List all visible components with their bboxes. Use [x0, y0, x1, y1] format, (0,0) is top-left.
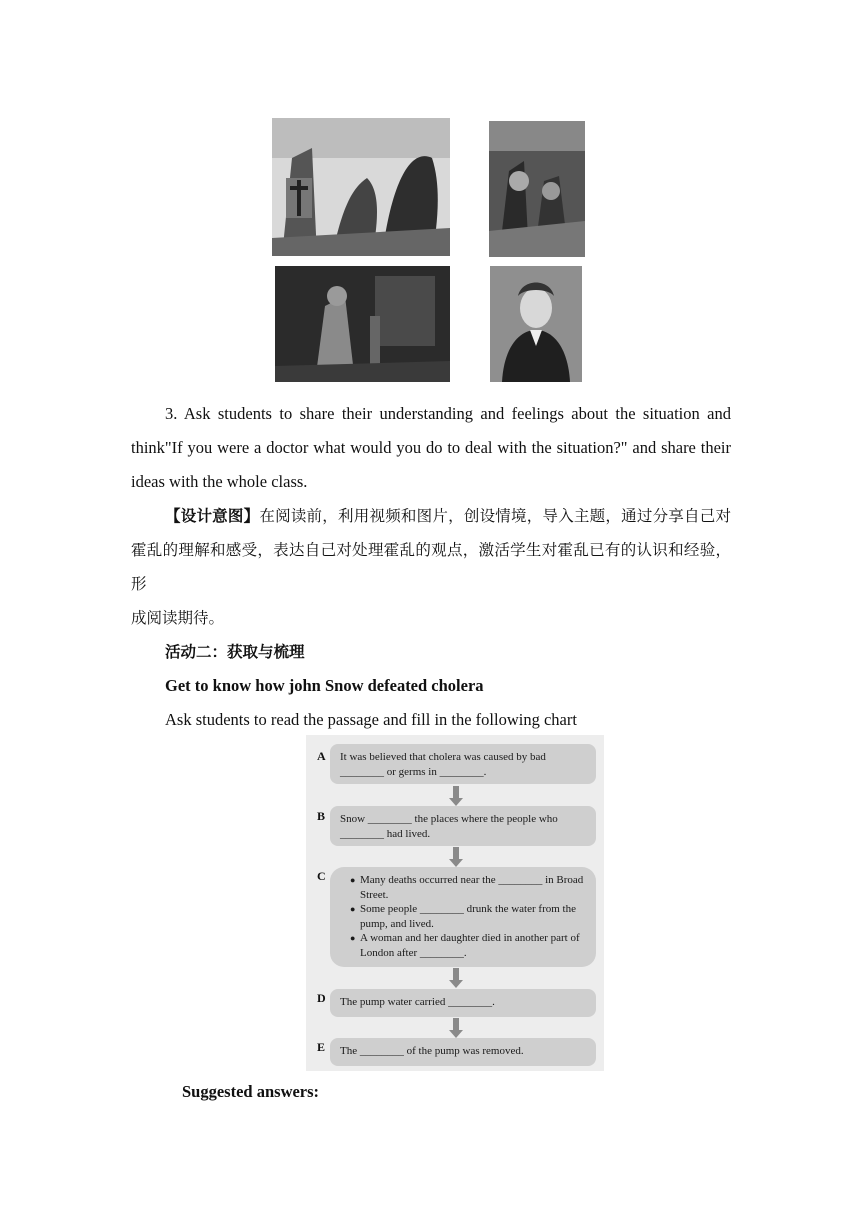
flowchart — [306, 735, 604, 1071]
portrait-bottom-right — [490, 266, 582, 382]
illustration-top-left — [272, 118, 450, 256]
paragraph-3 — [131, 397, 731, 499]
step-b-text: Snow ________ the places where the people who ________ had lived. — [340, 813, 558, 840]
step-a-text: It was believed that cholera was caused by bad ________ or germs in ________. — [340, 751, 546, 778]
subheading — [165, 669, 484, 703]
design-intention-label: 【设计意图】 — [165, 507, 260, 525]
step-box-c — [330, 867, 596, 967]
photo-bottom-left — [275, 266, 450, 382]
activity-heading-text: 活动二：获取与梳理 — [165, 643, 305, 661]
instruction — [165, 703, 577, 737]
subheading-text: Get to know how john Snow defeated cholera — [165, 676, 484, 695]
step-letter-b: B — [317, 809, 326, 823]
step-e-text: The ________ of the pump was removed. — [340, 1045, 524, 1057]
step-letter-a: A — [317, 749, 326, 763]
step-c-item: ● Many deaths occurred near the ________ in Broad Street. — [350, 874, 584, 901]
step-box-d — [330, 989, 596, 1017]
step-letter-c: C — [317, 869, 326, 883]
paragraph-3-text: 3. Ask students to share their understanding and feelings about the situation and think"If you were a doctor what would you do to deal with the situation?" and share their ideas with the whole class. — [131, 404, 731, 491]
design-intention-text-2: 成阅读期待。 — [131, 609, 225, 627]
step-box-a — [330, 744, 596, 784]
step-letter-d: D — [317, 991, 326, 1005]
illustration-top-right — [489, 121, 585, 257]
design-intention-end — [131, 601, 224, 635]
step-letter-e: E — [317, 1040, 326, 1054]
design-intention — [131, 499, 731, 601]
step-box-b — [330, 806, 596, 846]
suggested-answers — [182, 1075, 319, 1109]
step-c-item: ● A woman and her daughter died in another part of London after ________. — [350, 932, 580, 959]
suggested-answers-text: Suggested answers: — [182, 1082, 320, 1101]
image-grid — [272, 118, 588, 384]
activity-heading — [165, 635, 305, 669]
step-c-item: ● Some people ________ drunk the water from the pump, and lived. — [350, 903, 576, 930]
step-box-e — [330, 1038, 596, 1066]
design-intention-text: 在阅读前，利用视频和图片，创设情境，导入主题，通过分享自己对霍乱的理解和感受，表达自己对处理霍乱的观点，激活学生对霍乱已有的认识和经验，形 — [131, 507, 731, 593]
step-d-text: The pump water carried ________. — [340, 996, 495, 1008]
step-c-list — [350, 873, 586, 960]
instruction-text: Ask students to read the passage and fill in the following chart — [165, 710, 577, 729]
